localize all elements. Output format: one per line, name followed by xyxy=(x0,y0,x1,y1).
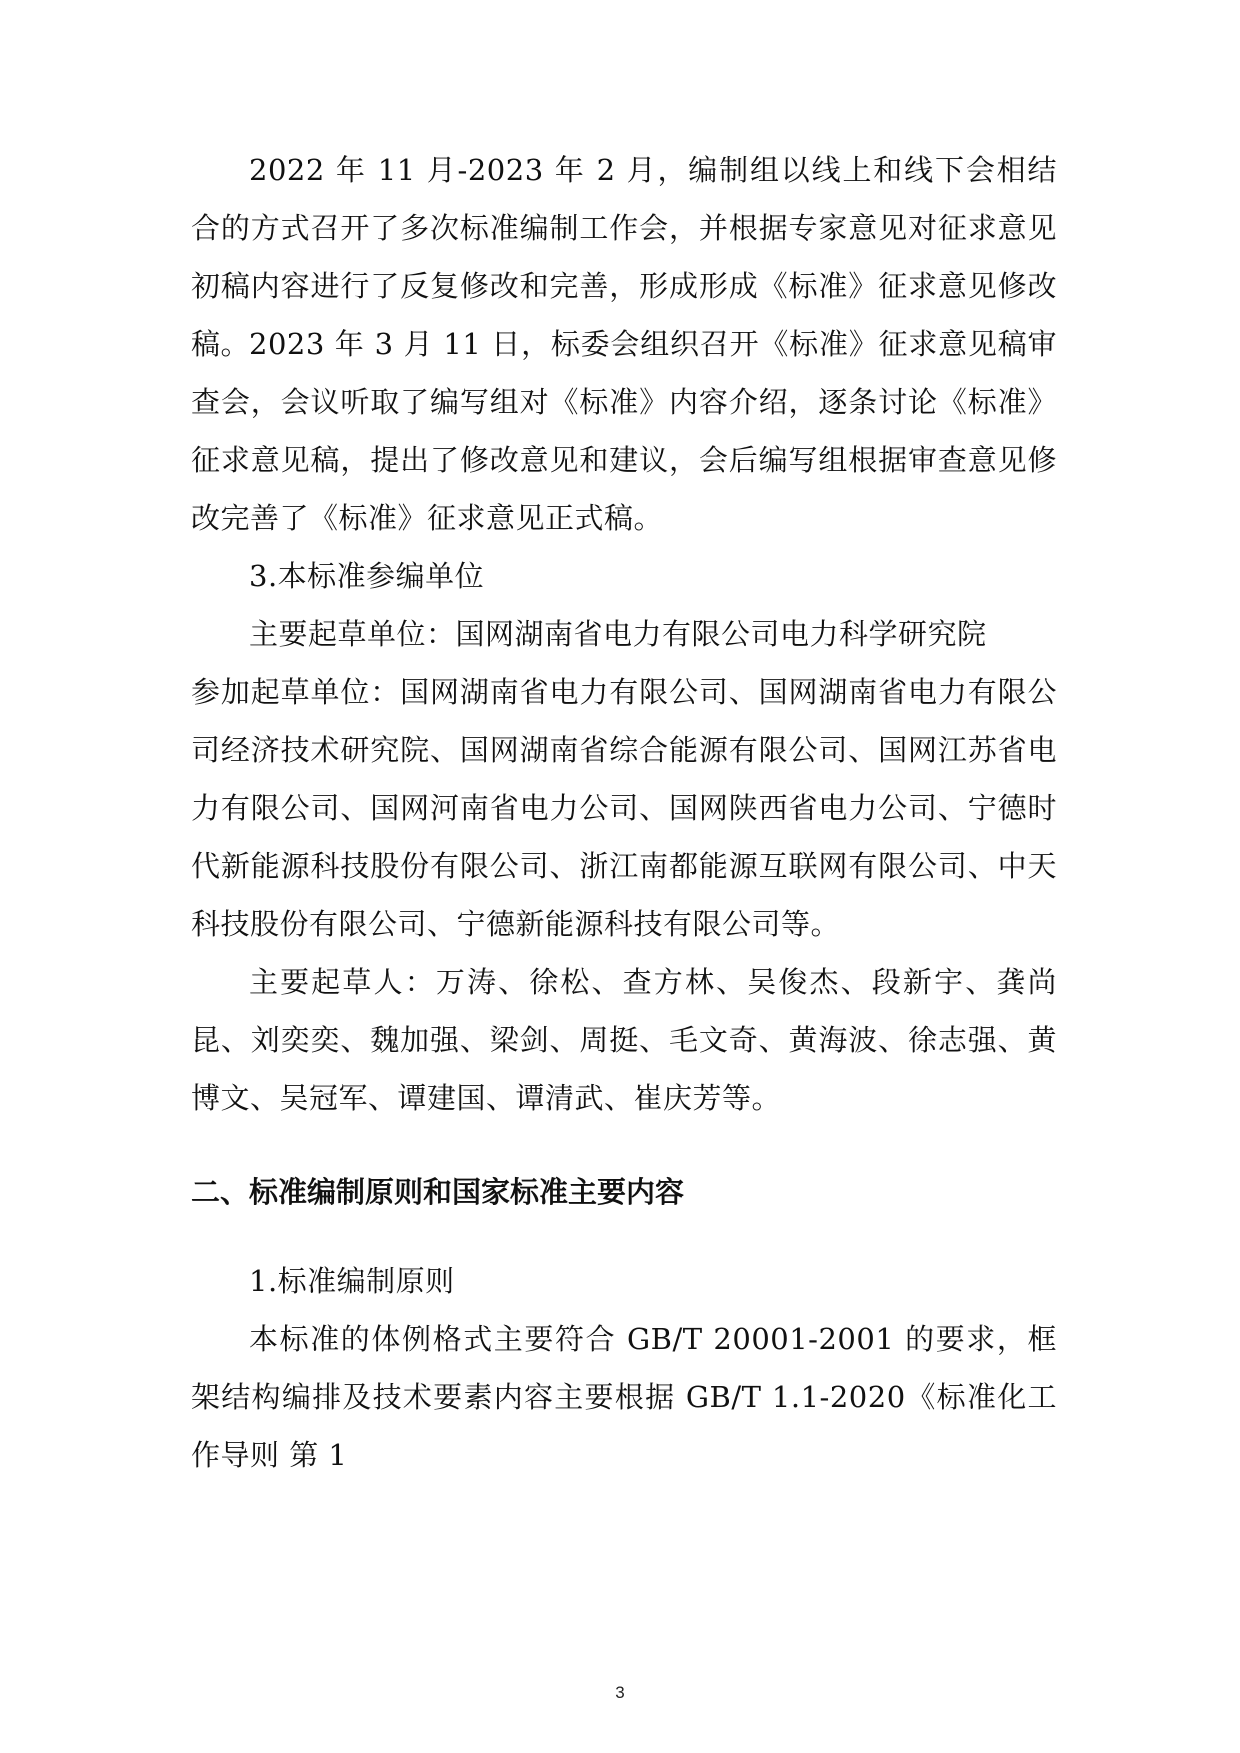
subheading-participating-units: 3.本标准参编单位 xyxy=(249,559,485,593)
paragraph-drafting-meetings: 2022 年 11 月-2023 年 2 月，编制组以线上和线下会相结合的方式召开了多次标准编制工作会，并根据专家意见对征求意见初稿内容进行了反复修改和完善，形成形成《标准》征求意见修改稿。 xyxy=(191,153,1057,361)
paragraph-main-drafters: 主要起草人：万涛、徐松、查方林、吴俊杰、段新宇、龚尚昆、刘奕奕、魏加强、梁剑、周挺、毛文奇、黄海波、徐志强、黄博文、吴冠军、谭建国、谭清武、崔庆芳等。 xyxy=(191,965,1057,1115)
paragraph-format-requirements: 本标准的体例格式主要符合 GB/T 20001-2001 的要求，框架结构编排及技术要素内容主要根据 GB/T 1.1-2020《标准化工作导则 第 1 xyxy=(191,1322,1057,1472)
section-heading-principles: 二、标准编制原则和国家标准主要内容 xyxy=(191,1175,685,1209)
page-number: 3 xyxy=(615,1683,625,1702)
paragraph-participating-drafting-units: 参加起草单位：国网湖南省电力有限公司、国网湖南省电力有限公司经济技术研究院、国网湖南省综合能源有限公司、国网江苏省电力有限公司、国网河南省电力公司、国网陕西省电力公司、宁德时代新能源科技股份有限公司、浙江南都能源互联网有限公司、中天科技股份有限公司、宁德新能源科技有限公司等。 xyxy=(191,675,1057,941)
paragraph-review-meeting: 2023 年 3 月 11 日，标委会组织召开《标准》征求意见稿审查会，会议听取了编写组对《标准》内容介绍，逐条讨论《标准》征求意见稿，提出了修改意见和建议，会后编写组根据审查意见修改完善了《标准》征求意见正式稿。 xyxy=(191,327,1057,535)
paragraph-main-drafting-unit: 主要起草单位：国网湖南省电力有限公司电力科学研究院 xyxy=(249,617,987,651)
subheading-compilation-principles: 1.标准编制原则 xyxy=(249,1264,455,1298)
